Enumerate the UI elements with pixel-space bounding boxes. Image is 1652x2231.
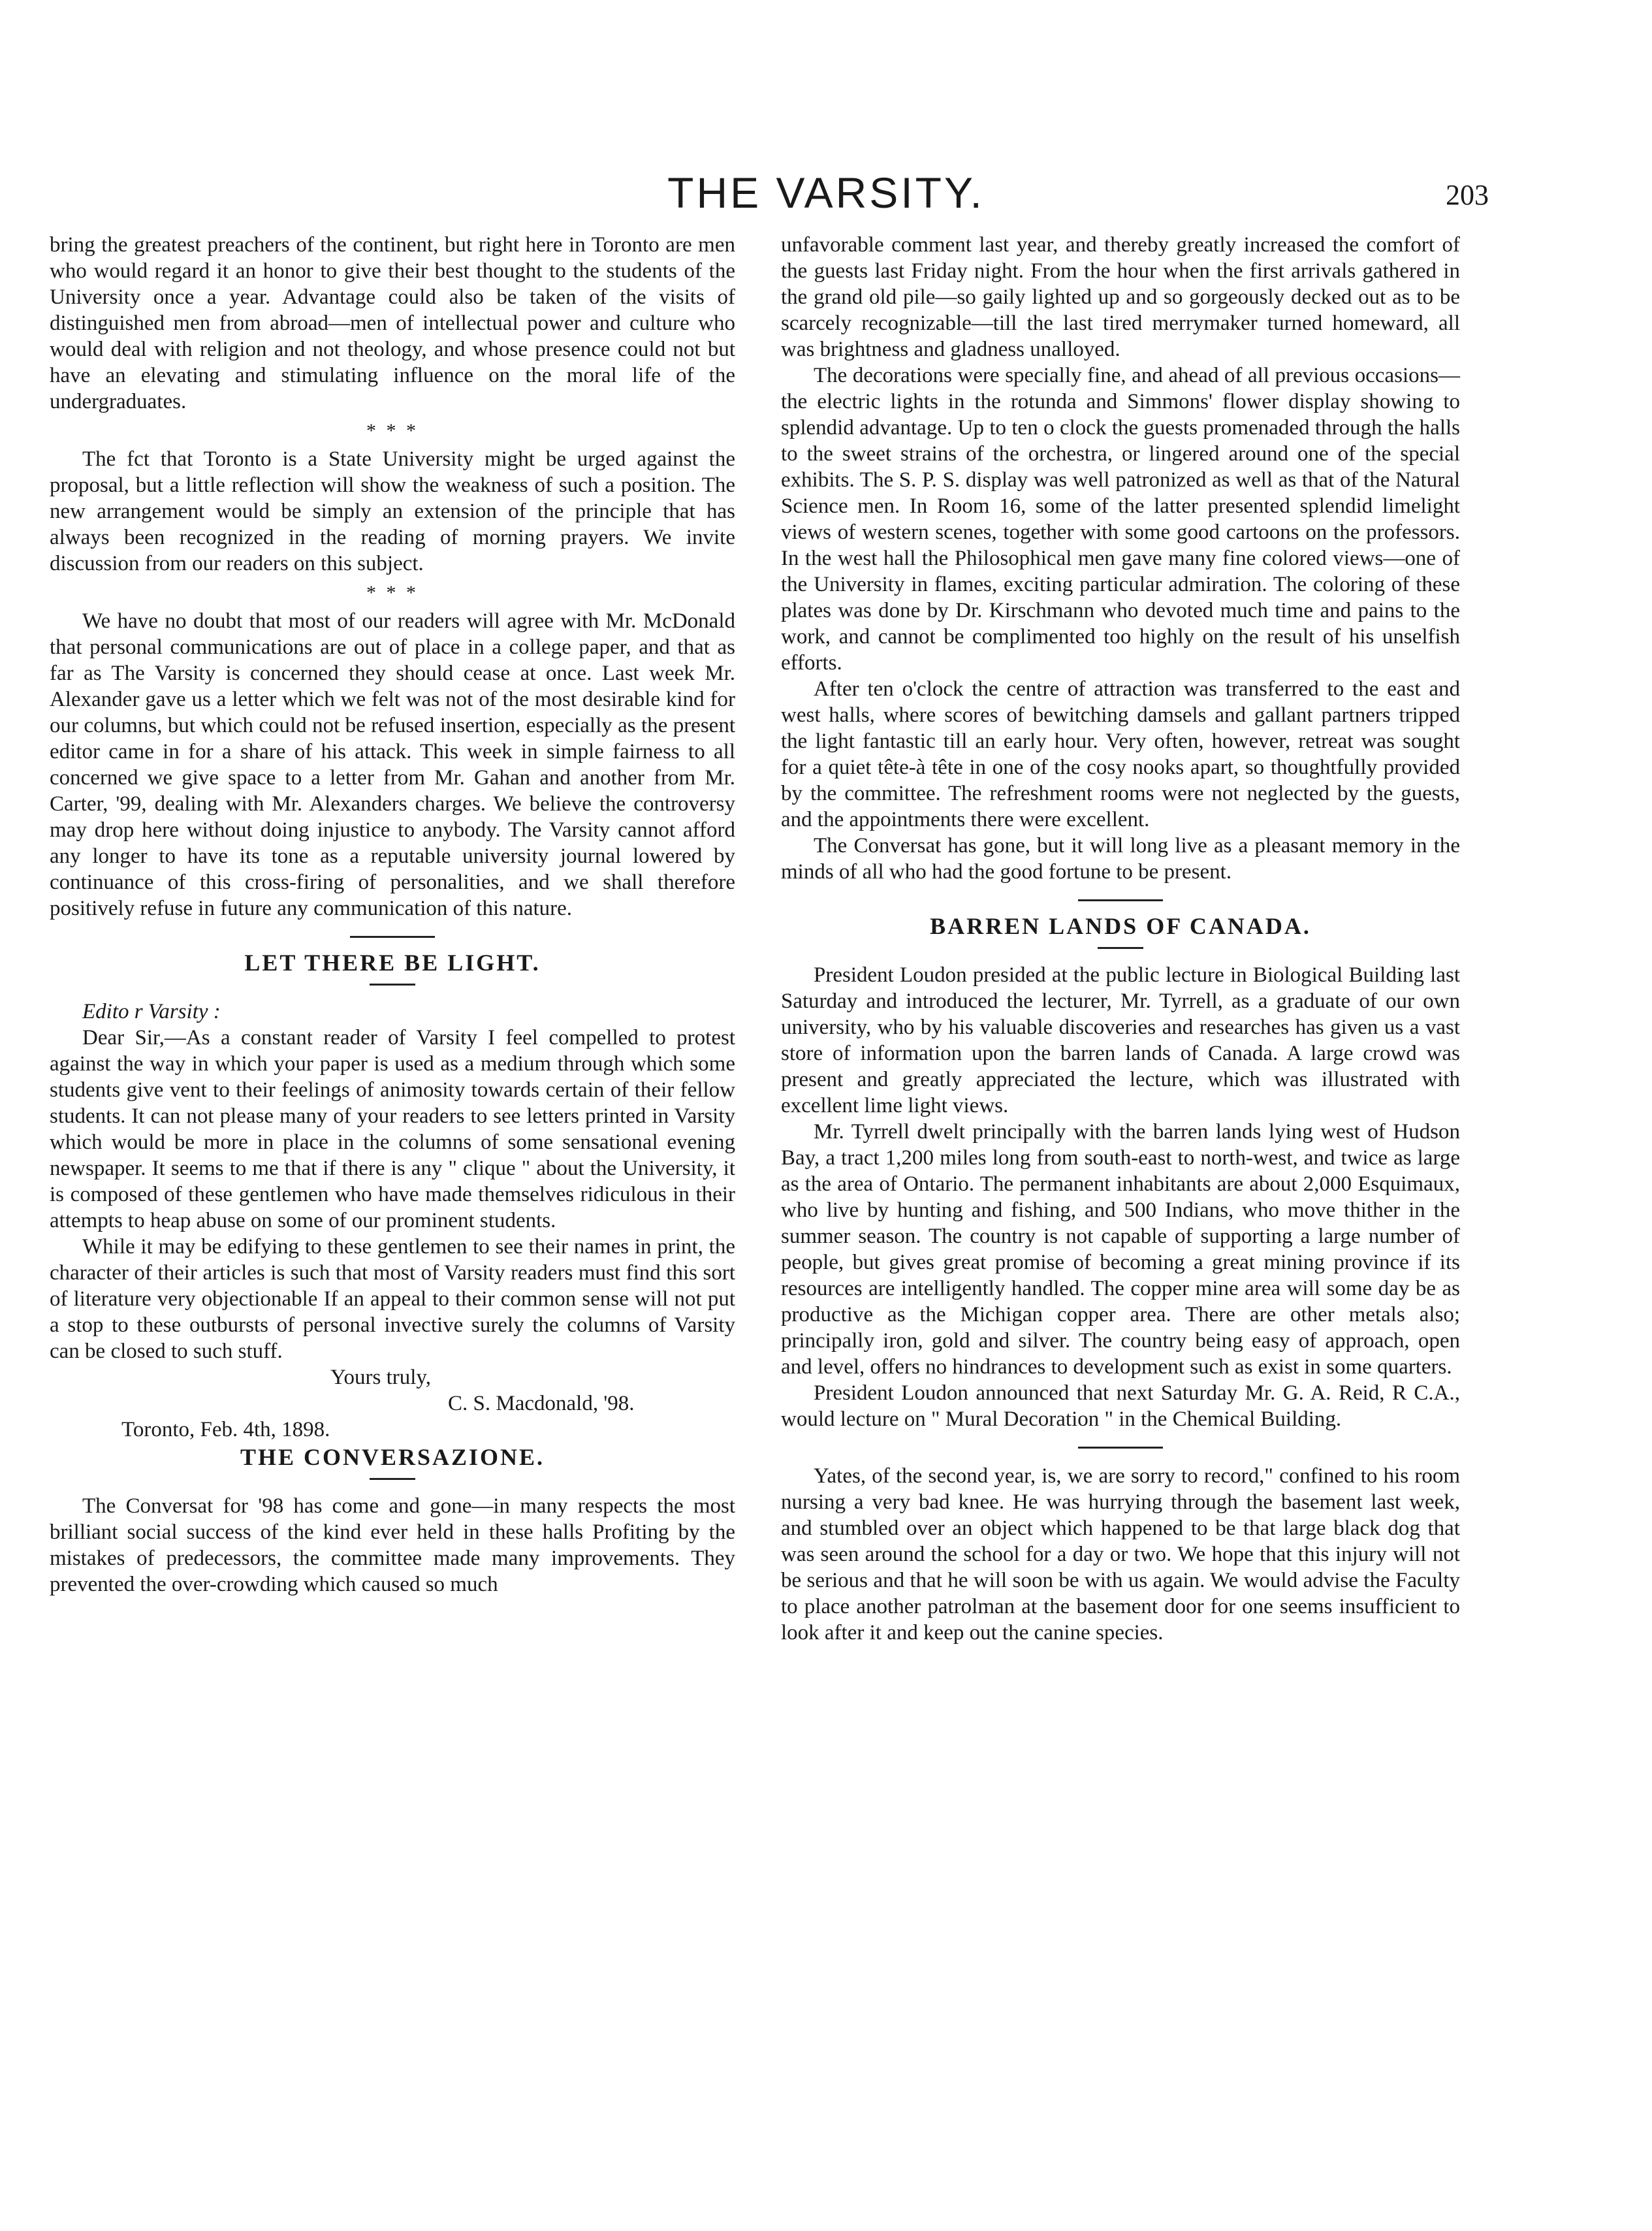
letter-closing: Yours truly,	[330, 1366, 432, 1389]
right-column	[781, 232, 1460, 1646]
letter-salutation: Edito r Varsity :	[82, 1000, 221, 1023]
article-paragraph: The Conversat for '98 has come and gone—in many respects the most brilliant social success of the kind ever held in these halls Profiting by the mistakes of predecessors, the committee made many improvements. They prevented the over-crowding which caused so much	[50, 1494, 735, 1596]
article-paragraph: unfavorable comment last year, and thereby greatly increased the comfort of the guests last Friday night. From the hour when the first arrivals gathered in the grand old pile—so gaily lighted up and so gorgeously decked out as to be scarcely recognizable—till the last tired merrymaker turned homeward, all was brightness and gladness unalloyed.	[781, 233, 1460, 361]
heading-underline	[370, 984, 415, 986]
article-paragraph: Mr. Tyrrell dwelt principally with the barren lands lying west of Hudson Bay, a tract 1,200 miles long from south-east to north-west, and twice as large as the area of Ontario. The permanent inhabitants are about 2,000 Esquimaux, who live by hunting and fishing, and 500 Indians, who move thither in the summer season. The country is not capable of supporting a large number of people, but gives great promise of becoming a great mining province if its resources are intelligently handled. The copper mine area will some day be as productive as the Michigan copper area. There are other metals also; principally iron, gold and silver. The country being easy of approach, open and level, offers no hindrances to development such as exist in some quarters.	[781, 1120, 1460, 1379]
article-paragraph: President Loudon announced that next Saturday Mr. G. A. Reid, R C.A., would lecture on " Mural Decoration " in the Chemical Building.	[781, 1381, 1460, 1431]
letter-dateline: Toronto, Feb. 4th, 1898.	[121, 1418, 330, 1441]
letter-signature: C. S. Macdonald, '98.	[448, 1392, 635, 1415]
heading-barren-lands: BARREN LANDS OF CANADA.	[930, 913, 1311, 939]
left-column	[50, 232, 735, 1597]
masthead-title: THE VARSITY.	[667, 169, 985, 217]
editorial-paragraph: We have no doubt that most of our readers will agree with Mr. McDonald that personal communications are out of place in a college paper, and that as far as The Varsity is concerned they should cease at once. Last week Mr. Alexander gave us a letter which we felt was not of the most desirable kind for our columns, but which could not be refused insertion, especially as the present editor came in for a share of his attack. This week in simple fairness to all concerned we give space to a letter from Mr. Gahan and another from Mr. Carter, '99, dealing with Mr. Alexanders charges. We believe the controversy may drop here without doing injustice to anybody. The Varsity cannot afford any longer to have its tone as a reputable university journal lowered by continuance of this cross-firing of personalities, and we shall therefore positively refuse in future any communication of this nature.	[50, 609, 735, 920]
article-paragraph: Yates, of the second year, is, we are sorry to record," confined to his room nursing a very bad knee. He was hurrying through the basement last week, and stumbled over an object which happened to be that large black dog that was seen around the school for a day or two. We hope that this injury will not be serious and that he will soon be with us again. We would advise the Faculty to place another patrolman at the basement door for one seems insufficient to look after it and keep out the canine species.	[781, 1464, 1460, 1645]
section-stars: * * *	[366, 420, 419, 441]
section-rule	[1078, 899, 1163, 901]
heading-let-there-be-light: LET THERE BE LIGHT.	[244, 950, 541, 976]
page-header	[0, 160, 1652, 232]
editorial-paragraph: bring the greatest preachers of the continent, but right here in Toronto are men who would regard it an honor to give their best thought to the students of the University once a year. Advantage could also be taken of the visits of distinguished men from abroad—men of intellectual power and culture who would deal with religion and not theology, and whose presence could not but have an elevating and stimulating influence on the moral life of the undergraduates.	[50, 233, 735, 413]
article-paragraph: The decorations were specially fine, and ahead of all previous occasions—the electric lights in the rotunda and Simmons' flower display showing to splendid advantage. Up to ten o clock the guests promenaded through the halls to the sweet strains of the orchestra, or lingered around one of the special exhibits. The S. P. S. display was well patronized as well as that of the Natural Science men. In Room 16, some of the latter presented splendid limelight views of western scenes, together with some good cartoons on the professors. In the west hall the Philosophical men gave many fine colored views—one of the University in flames, exciting particular admiration. The coloring of these plates was done by Dr. Kirschmann who devoted much time and pains to the work, and cannot be complimented too highly on the result of his unselfish efforts.	[781, 364, 1460, 675]
heading-underline	[370, 1478, 415, 1480]
heading-conversazione: THE CONVERSAZIONE.	[240, 1444, 545, 1470]
section-rule	[350, 936, 435, 938]
letter-paragraph: While it may be edifying to these gentlemen to see their names in print, the character of their articles is such that most of Varsity readers must find this sort of literature very objectionable If an appeal to their common sense will not put a stop to these outbursts of personal invective surely the columns of Varsity can be closed to such stuff.	[50, 1235, 735, 1363]
letter-paragraph: Dear Sir,—As a constant reader of Varsity I feel compelled to protest against the way in which your paper is used as a medium through which some students give vent to their feelings of animosity towards certain of their fellow students. It can not please many of your readers to see letters printed in Varsity which would be more in place in the columns of some sensational evening newspaper. It seems to me that if there is any " clique " about the University, it is composed of these gentlemen who have made themselves ridiculous in their attempts to heap abuse on some of our prominent students.	[50, 1026, 735, 1232]
heading-underline	[1098, 947, 1143, 949]
article-paragraph: President Loudon presided at the public lecture in Biological Building last Saturday and introduced the lecturer, Mr. Tyrrell, as a graduate of our own university, who by his valuable discoveries and researches has given us a vast store of information upon the barren lands of Canada. A large crowd was present and greatly appreciated the lecture, which was illustrated with excellent lime light views.	[781, 963, 1460, 1117]
article-paragraph: After ten o'clock the centre of attraction was transferred to the east and west halls, where scores of bewitching damsels and gallant partners tripped the light fantastic till an early hour. Very often, however, retreat was sought for a quiet tête-à tête in one of the cosy nooks apart, so thoughtfully provided by the committee. The refreshment rooms were not neglected by the guests, and the appointments there were excellent.	[781, 677, 1460, 831]
editorial-paragraph: The fct that Toronto is a State University might be urged against the proposal, but a little reflection will show the weakness of such a position. The new arrangement would be simply an extension of the principle that has always been recognized in the reading of morning prayers. We invite discussion from our readers on this subject.	[50, 447, 735, 575]
page-number: 203	[1446, 179, 1489, 211]
section-rule	[1078, 1447, 1163, 1449]
article-paragraph: The Conversat has gone, but it will long live as a pleasant memory in the minds of all who had the good fortune to be present.	[781, 834, 1460, 884]
section-stars: * * *	[366, 582, 419, 603]
